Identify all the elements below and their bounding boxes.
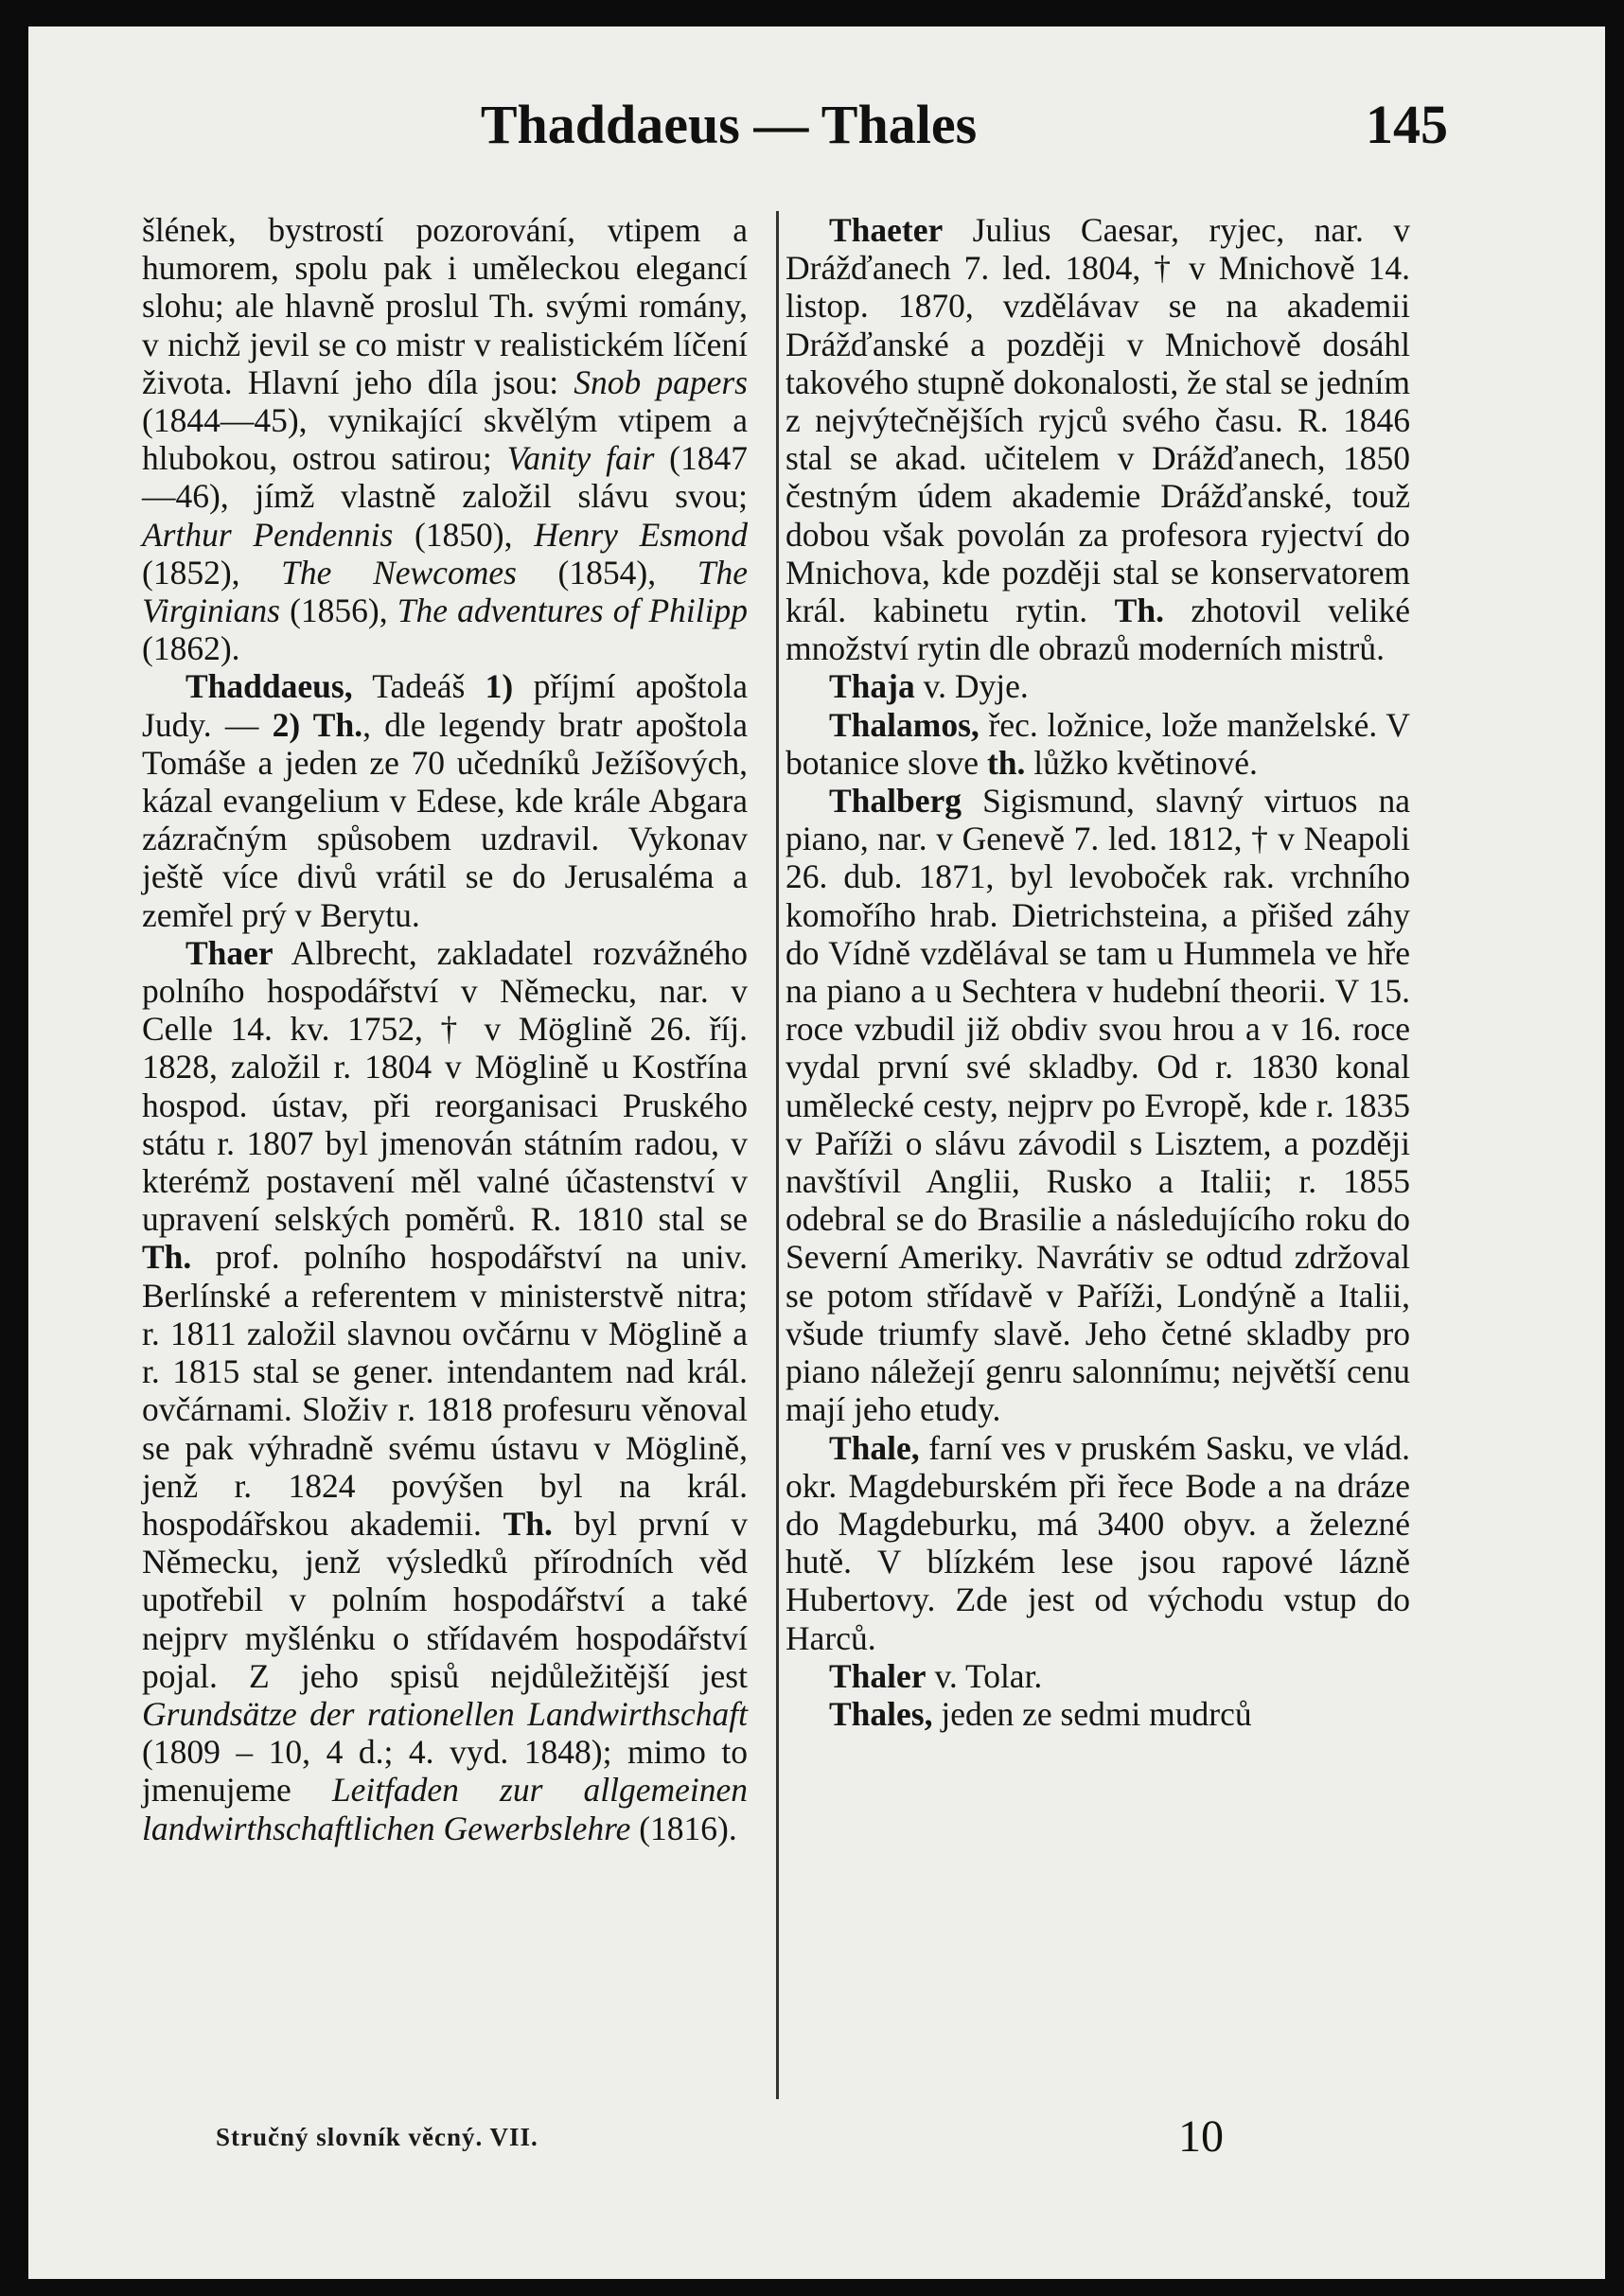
sense-number: 1): [485, 667, 514, 706]
text-run: Julius Caesar, ryjec, nar. v Drážďanech 7. led. 1804, † v Mnichově 14. listop. 1870, vzdělávav se na akademii Drážďanské a později v Mnichově dosáhl takového stupně dokonalosti, že stal se jedním z nejvýtečnějších ryjců svého času. R. 1846 stal se akad. učitelem v Drážďanech, 1850 čestným údem akademie Drážďanské, touž dobou však povolán za profesora ryjectví do Mnichova, kde později stal se konservatorem král. kabinetu rytin.: [786, 211, 1410, 630]
text-run: (1852),: [142, 553, 282, 592]
title-italic: Arthur Pendennis: [142, 515, 394, 554]
text-run: (1809 – 10, 4 d.; 4. vyd. 1848); mimo to jmenujeme: [142, 1733, 748, 1810]
entry-thaer: [142, 934, 748, 1847]
text-run: řec. ložnice, lože manželské. V botanice slove: [786, 705, 1410, 782]
title-italic: The Newcomes: [281, 553, 517, 592]
right-column: [786, 211, 1410, 1733]
entry-headword: Thale,: [829, 1428, 920, 1467]
page-number: 145: [1366, 94, 1448, 155]
book-page: [28, 26, 1605, 2279]
text-run: Albrecht, zakladatel rozvážného polního hospodářství v Německu, nar. v Celle 14. kv. 1752, † v Möglině 26. říj. 1828, založil r. 1804 v Möglině u Kostřína hospod. ústav, při reorganisaci Pruského státu r. 1807 byl jmenován státním radou, v kterémž postavení měl valné účastenství v upravení selských poměrů. R. 1810 stal se: [142, 933, 748, 1239]
title-italic: Grundsätze der rationellen Landwirthschaft: [142, 1694, 748, 1733]
text-run: farní ves v pruském Sasku, ve vlád. okr. Magdeburském při řece Bode a na dráze do Magdeburku, má 3400 obyv. a železné hutě. V blízkém lese jsou rapové lázně Hubertovy. Zde jest od východu vstup do Harců.: [786, 1428, 1410, 1657]
entry-headword: Thalberg: [829, 782, 962, 821]
running-header: Thaddaeus — Thales: [480, 94, 978, 155]
entry-thaeter: [786, 211, 1410, 667]
entry-thales: [786, 1695, 1410, 1733]
entry-thalamos: [786, 706, 1410, 782]
text-run: (1854),: [516, 553, 697, 592]
continued-entry: [142, 211, 748, 667]
text-run: (1816).: [630, 1809, 737, 1847]
entry-thaja: [786, 667, 1410, 705]
entry-thale: [786, 1429, 1410, 1657]
text-run: prof. polního hospodářství na univ. Berlínské a referentem v ministerstvě nitra; r. 1811 založil slavnou ovčárnu v Möglině a r. 1815 stal se gener. intendantem nad král. ovčárnami. Složiv r. 1818 profesuru věnoval se pak výhradně svému ústavu v Möglině, jenž r. 1824 povýšen byl na král. hospodářskou akademii.: [142, 1238, 748, 1543]
entry-thalberg: [786, 782, 1410, 1428]
text-run: (1856),: [279, 592, 397, 630]
signature-line: Stručný slovník věcný. VII.: [216, 2123, 538, 2151]
sense-number: 2) Th.: [272, 705, 363, 744]
entry-thaler: [786, 1657, 1410, 1695]
title-italic: The adventures of Philipp: [397, 592, 748, 630]
text-run: Sigismund, slavný virtuos na piano, nar. v Genevě 7. led. 1812, † v Neapoli 26. dub. 1871, byl levoboček rak. vrchního komořího hrab. Dietrichsteina, a přišed záhy do Vídně vzdělával se tam u Hummela ve hře na piano a u Sechtera v hudební theorii. V 15. roce vzbudil již obdiv svou hrou a v 16. roce vydal první své skladby. Od r. 1830 konal umělecké cesty, nejprv po Evropě, kde r. 1835 v Paříži o slávu závodil s Lisztem, a později navštívil Anglii, Rusko a Italii; r. 1855 odebral se do Brasilie a následujícího roku do Severní Ameriky. Navrátiv se odtud zdržoval se potom střídavě v Paříži, Londýně a Italii, všude triumfy slavě. Jeho četné skladby pro piano náležejí genru salonnímu; největší cenu mají jeho etudy.: [786, 782, 1410, 1429]
title-italic: Vanity fair: [506, 439, 655, 478]
sheet-number: 10: [1178, 2111, 1224, 2162]
title-italic: The Virginians: [142, 553, 748, 630]
title-italic: Snob papers: [574, 362, 748, 401]
entry-headword: Thalamos,: [829, 705, 980, 744]
text-run: byl první v Německu, jenž výsledků přírodních věd upotřebil v polním hospodářství a také nejprv myšlénku o střídavém hospodářství pojal. Z jeho spisů nejdůležitější jest: [142, 1504, 748, 1695]
text-run: Tadeáš: [352, 667, 485, 706]
text-run: , dle legendy bratr apoštola Tomáše a jeden ze 70 učedníků Ježíšových, kázal evangelium v Edese, kde krále Abgara zázračným spůsobem uzdravil. Vykonav ještě více divů vrátil se do Jerusaléma a zemřel prý v Berytu.: [142, 705, 748, 934]
entry-thaddaeus: [142, 667, 748, 933]
text-run: (1862).: [142, 629, 240, 668]
entry-headword: Thaeter: [829, 211, 944, 249]
title-italic: Henry Esmond: [534, 515, 748, 554]
text-run: příjmí apoštola Judy. —: [142, 667, 748, 744]
text-run: šlének, bystrostí pozorování, vtipem a humorem, spolu pak i uměleckou elegancí slohu; ale hlavně proslul Th. svými romány, v nichž jevil se co mistr v realistickém líčení života. Hlavní jeho díla jsou:: [142, 211, 748, 401]
column-divider: [776, 211, 779, 2099]
text-run: v. Dyje.: [914, 667, 1029, 706]
abbreviation: Th.: [142, 1238, 192, 1277]
entry-headword: Thaler: [829, 1656, 927, 1695]
left-column: [142, 211, 748, 1847]
entry-headword: Thaddaeus,: [185, 667, 353, 706]
abbreviation: Th.: [503, 1504, 553, 1543]
text-run: (1847—46), jímž vlastně založil slávu svou;: [142, 439, 748, 516]
title-italic: Leitfaden zur allgemeinen landwirthschaftlichen Gewerbslehre: [142, 1771, 748, 1847]
text-run: zhotovil veliké množství rytin dle obrazů moderních mistrů.: [786, 592, 1410, 668]
text-run: (1844—45), vynikající skvělým vtipem a hlubokou, ostrou satirou;: [142, 401, 748, 478]
abbreviation: Th.: [1114, 592, 1164, 630]
text-run: v. Tolar.: [926, 1656, 1043, 1695]
text-run: jeden ze sedmi mudrců: [932, 1694, 1252, 1733]
entry-headword: Thaja: [829, 667, 915, 706]
entry-headword: Thales,: [829, 1694, 933, 1733]
text-run: lůžko květinové.: [1025, 743, 1258, 782]
text-run: (1850),: [393, 515, 535, 554]
abbreviation: th.: [986, 743, 1026, 782]
entry-headword: Thaer: [185, 933, 274, 972]
